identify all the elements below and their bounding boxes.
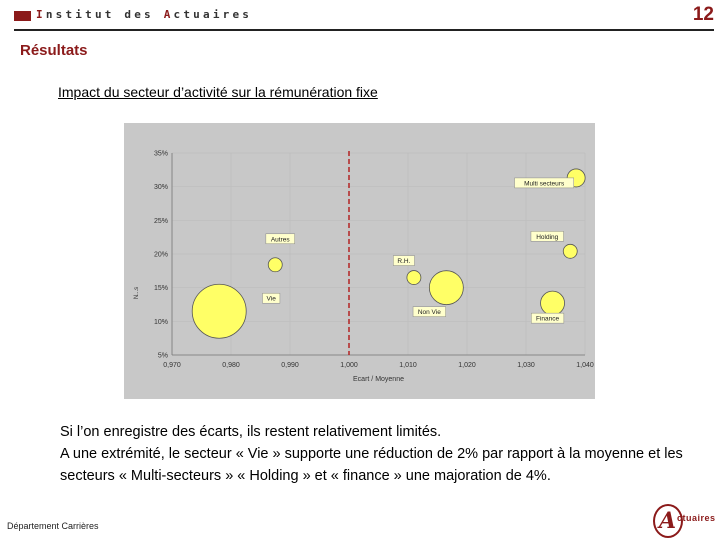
bubble-r-h- — [407, 271, 421, 285]
x-tick-label: 1,040 — [576, 362, 594, 369]
x-tick-label: 1,000 — [340, 362, 358, 369]
bubble-non-vie — [429, 271, 463, 305]
bubble-vie — [192, 284, 246, 338]
bubble-label: Multi secteurs — [524, 180, 565, 188]
y-tick-label: 35% — [153, 150, 168, 158]
bubble-finance — [541, 291, 565, 315]
footer-department: Département Carrières — [7, 521, 99, 531]
x-tick-label: 1,010 — [399, 362, 417, 369]
header-rule — [14, 29, 714, 31]
y-tick-label: 10% — [153, 318, 168, 326]
page-number: 12 — [692, 4, 714, 25]
bubble-label: Non Vie — [417, 309, 441, 317]
y-tick-label: 15% — [153, 285, 168, 293]
chart-image — [124, 123, 595, 399]
bubble-label: Holding — [536, 233, 559, 241]
institute-logo-mark — [14, 11, 31, 21]
x-tick-label: 0,970 — [163, 362, 181, 369]
y-axis-label: N...s — [134, 286, 140, 300]
bubble-label: Finance — [535, 315, 560, 323]
logo-letter: A — [659, 508, 677, 534]
logo-word: ctuaires — [677, 513, 716, 523]
scatter-chart — [124, 123, 595, 399]
bubble-label: Autres — [270, 236, 290, 244]
chart-subtitle: Impact du secteur d’activité sur la rémunération fixe — [58, 84, 378, 100]
y-tick-label: 25% — [153, 217, 168, 225]
bubble-autres — [268, 258, 282, 272]
x-tick-label: 1,030 — [517, 362, 535, 369]
x-tick-label: 0,990 — [281, 362, 299, 369]
section-title: Résultats — [20, 42, 88, 59]
body-line-1: Si l’on enregistre des écarts, ils restent relativement limités. — [60, 424, 442, 440]
y-tick-label: 20% — [153, 251, 168, 259]
body-text — [60, 421, 700, 487]
institute-name: Institut des Actuaires — [36, 8, 253, 21]
bubble-label: R.H. — [397, 258, 411, 266]
x-tick-label: 0,980 — [222, 362, 240, 369]
slide-header — [0, 0, 720, 32]
x-axis-label: Ecart / Moyenne — [353, 376, 404, 383]
bubble-label: Vie — [266, 295, 276, 303]
bubble-holding — [563, 244, 577, 258]
y-tick-label: 5% — [157, 352, 168, 360]
x-tick-label: 1,020 — [458, 362, 476, 369]
body-line-2: A une extrémité, le secteur « Vie » supporte une réduction de 2% par rapport à la moyenne et les secteurs « Multi-secteurs » « Holding » et « finance » une majoration de 4%. — [60, 446, 683, 484]
actuaires-logo — [653, 504, 717, 536]
y-tick-label: 30% — [153, 184, 168, 192]
